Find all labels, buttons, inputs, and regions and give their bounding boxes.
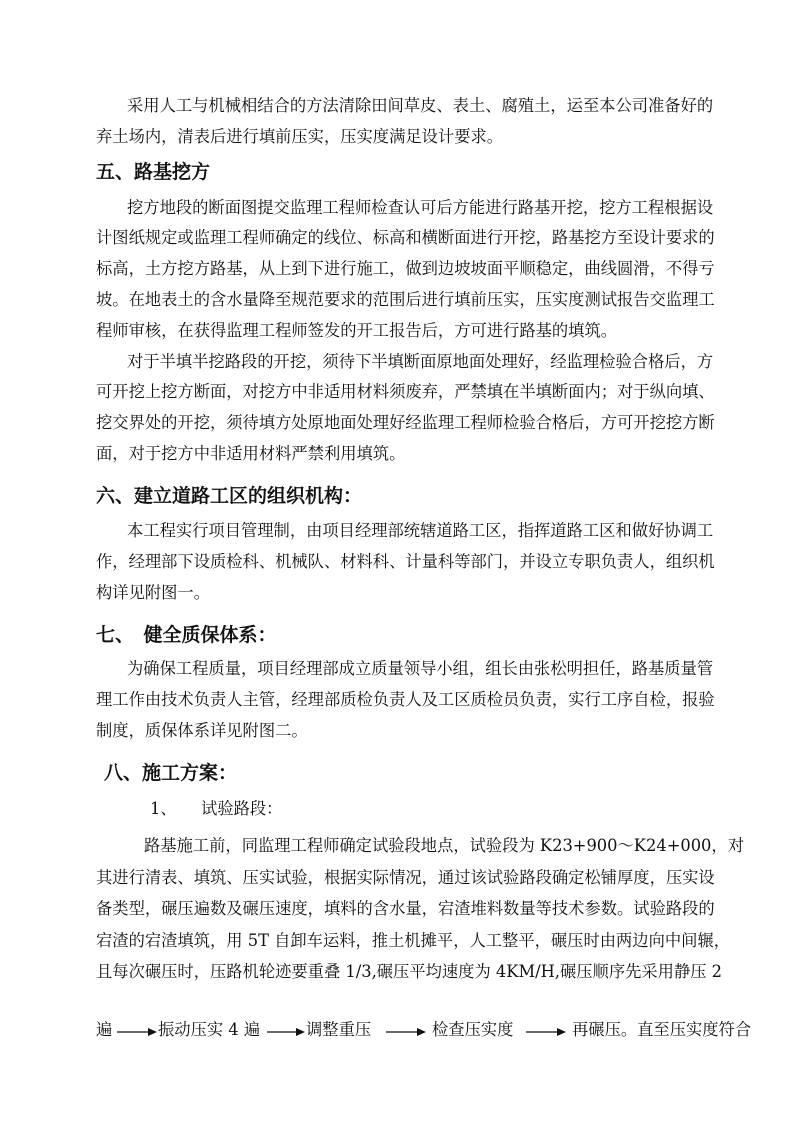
s8-subheading-1: 1、 试验路段：: [150, 799, 283, 818]
s7-p1-line-2: 理工作由技术负责人主管，经理部质检负责人及工区质检员负责，实行工序自检，报验: [96, 690, 715, 709]
arrow-right-icon: [522, 1018, 568, 1042]
flow-step-1: 遍: [96, 1020, 113, 1039]
s5-p2-line-4: 面，对于挖方中非适用材料严禁利用填筑。: [96, 444, 406, 463]
s5-p2-line-2: 可开挖上挖方断面，对挖方中非适用材料须废弃，严禁填在半填断面内；对于纵向填、: [96, 382, 715, 401]
s5-p1-line-2: 计图纸规定或监理工程师确定的线位、标高和横断面进行开挖，路基挖方至设计要求的: [96, 228, 715, 247]
section-7-heading: 七、 健全质保体系：: [96, 624, 277, 646]
section-8-heading: 八、施工方案：: [104, 762, 238, 784]
flow-step-5: 再碾压。直至压实度符合: [572, 1020, 752, 1039]
s8-p1-line-4: 宕渣的宕渣填筑，用 5T 自卸车运料，推土机摊平，人工整平，碾压时由两边向中间辗，: [96, 931, 730, 950]
intro-line-2: 弃土场内，清表后进行填前压实，压实度满足设计要求。: [96, 127, 504, 146]
s5-p2-line-3: 挖交界处的开挖，须待填方处原地面处理好经监理工程师检验合格后，方可开挖挖方断: [96, 413, 715, 432]
s8-p1-line-3: 备类型，碾压遍数及碾压速度，填料的含水量，宕渣堆料数量等技术参数。试验路段的: [96, 899, 715, 918]
s7-p1-line-1: 为确保工程质量，项目经理部成立质量领导小组，组长由张松明担任，路基质量管: [127, 659, 714, 678]
s8-p1-line-1: 路基施工前，同监理工程师确定试验段地点，试验段为 K23+900～K24+000，对: [144, 836, 744, 855]
s5-p1-line-5: 程师审核，在获得监理工程师签发的开工报告后，方可进行路基的填筑。: [96, 321, 618, 340]
flow-step-3: 调整重压: [306, 1020, 372, 1039]
intro-line-1: 采用人工与机械相结合的方法清除田间草皮、表土、腐殖土，运至本公司准备好的: [127, 96, 714, 115]
s8-p1-line-2: 其进行清表、填筑、压实试验，根据实际情况，通过该试验路段确定松铺厚度，压实设: [96, 868, 715, 887]
s7-p1-line-3: 制度，质保体系详见附图二。: [96, 721, 308, 740]
s5-p1-line-1: 挖方地段的断面图提交监理工程师检查认可后方能进行路基开挖，挖方工程根据设: [127, 198, 714, 217]
s5-p1-line-3: 标高，土方挖方路基，从上到下进行施工，做到边坡坡面平顺稳定，曲线圆滑，不得亏: [96, 259, 715, 278]
rolling-sequence-flow: [96, 1018, 752, 1042]
flow-step-2: 振动压实 4 遍: [158, 1020, 261, 1039]
s6-p1-line-2: 作，经理部下设质检科、机械队、材料科、计量科等部门，并设立专职负责人，组织机: [96, 552, 715, 571]
flow-step-4: 检查压实度: [432, 1020, 514, 1039]
arrow-right-icon: [116, 1018, 158, 1042]
s5-p2-line-1: 对于半填半挖路段的开挖，须待下半填断面原地面处理好，经监理检验合格后，方: [127, 352, 714, 371]
s8-p1-line-5: 且每次碾压时，压路机轮迹要重叠 1/3,碾压平均速度为 4KM/H,碾压顺序先采用静压 2: [96, 962, 723, 981]
section-6-heading: 六、建立道路工区的组织机构：: [96, 485, 363, 507]
s6-p1-line-3: 构详见附图一。: [96, 583, 210, 602]
s6-p1-line-1: 本工程实行项目管理制，由项目经理部统辖道路工区，指挥道路工区和做好协调工: [127, 521, 714, 540]
arrow-right-icon: [382, 1018, 428, 1042]
s5-p1-line-4: 坡。在地表土的含水量降至规范要求的范围后进行填前压实，压实度测试报告交监理工: [96, 290, 715, 309]
section-5-heading: 五、路基挖方: [96, 161, 211, 183]
arrow-right-icon: [266, 1018, 306, 1042]
